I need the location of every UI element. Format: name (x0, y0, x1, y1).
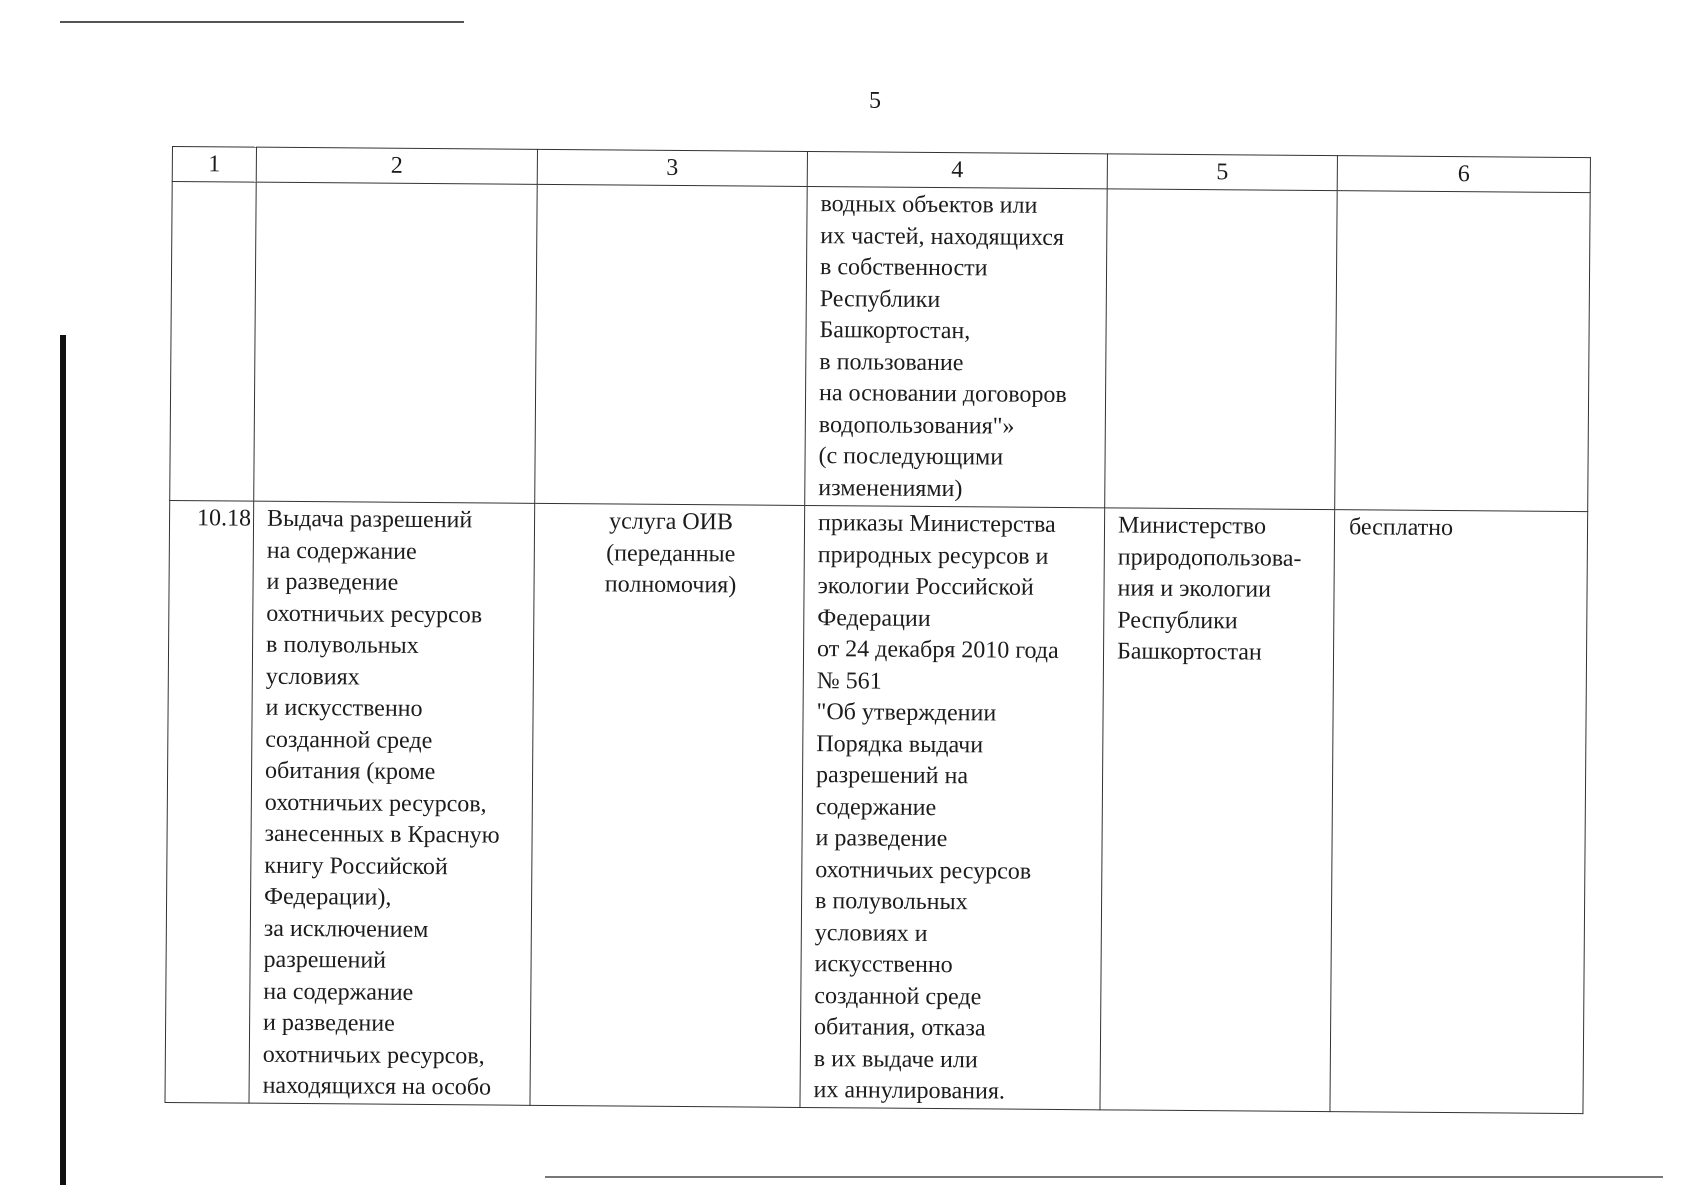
cell-line: и разведение (263, 1009, 395, 1037)
cell-line: условиях и (814, 919, 928, 947)
cell-line: находящихся на особо (262, 1072, 492, 1101)
cell-line: природопользова- (1117, 543, 1302, 572)
cell-line: в полувольных (265, 631, 419, 659)
cell-authority (1100, 508, 1335, 1111)
scan-top-line (60, 21, 464, 23)
cell-line: на содержание (263, 978, 414, 1006)
cell-line: изменениями) (818, 474, 963, 502)
cell-line: Федерации (817, 604, 931, 632)
cell-line: Порядка выдачи (816, 730, 984, 758)
cell-line: и искусственно (265, 694, 423, 722)
cell-line: их аннулирования. (813, 1077, 1006, 1105)
cell-line: разрешений (263, 946, 387, 974)
cell-service-type (530, 503, 805, 1107)
cell-line: в полувольных (814, 888, 968, 916)
cell-line: (с последующими (818, 443, 1004, 471)
cell-line: содержание (815, 793, 937, 821)
cell-line: экологии Российской (817, 573, 1034, 601)
cell-service-name (254, 182, 537, 503)
cell-authority (1105, 189, 1337, 510)
cell-service-name (249, 501, 535, 1105)
cell-line: условиях (265, 663, 360, 690)
header-col-4: 4 (807, 151, 1107, 188)
cell-line: охотничьих ресурсов, (262, 1041, 485, 1069)
cell-line: в их выдаче или (813, 1045, 978, 1073)
cell-line: природных ресурсов и (817, 541, 1049, 570)
cell-line: услуга ОИВ (609, 508, 734, 536)
cell-line: в пользование (819, 348, 964, 376)
cell-line: созданной среде (814, 982, 982, 1010)
cell-line: Башкортостан, (819, 317, 971, 345)
cell-line: охотничьих ресурсов (266, 600, 483, 628)
cell-legal-basis (805, 186, 1107, 507)
cell-line: водных объектов или (820, 191, 1038, 219)
cell-line: книгу Российской (264, 852, 448, 880)
cell-line: обитания, отказа (813, 1014, 986, 1042)
cell-line: Республики (819, 285, 941, 313)
scan-bottom-line (545, 1176, 1663, 1178)
services-table (164, 146, 1590, 1114)
header-col-1: 1 (172, 147, 256, 183)
cell-line: Министерство (1117, 512, 1267, 540)
cell-line: Федерации), (264, 883, 392, 911)
cell-line: обитания (кроме (264, 757, 436, 786)
cell-line: бесплатно (1348, 514, 1454, 542)
cell-line: занесенных в Красную (264, 820, 500, 849)
cell-line: Республики (1117, 606, 1238, 634)
scan-left-edge (60, 335, 66, 1185)
cell-line: от 24 декабря 2010 года (816, 636, 1059, 664)
cell-fee (1335, 191, 1590, 512)
cell-line: 10.18 (196, 505, 252, 532)
table-row-continuation (170, 182, 1590, 512)
cell-legal-basis (800, 505, 1105, 1109)
cell-line: на основании договоров (818, 380, 1067, 409)
cell-line: Башкортостан (1116, 638, 1262, 666)
cell-line: их частей, находящихся (820, 222, 1065, 251)
cell-line: искусственно (814, 951, 953, 979)
cell-service-type (535, 184, 807, 505)
cell-line: полномочия) (604, 571, 737, 599)
cell-line: разрешений на (815, 762, 969, 790)
table-row-10-18 (165, 500, 1588, 1113)
header-col-6: 6 (1337, 156, 1590, 193)
cell-line: за исключением (263, 915, 429, 943)
cell-number (170, 182, 257, 502)
cell-number (165, 500, 254, 1102)
header-col-5: 5 (1107, 154, 1337, 191)
cell-fee (1330, 510, 1588, 1113)
cell-line: (переданные (606, 539, 736, 567)
header-col-3: 3 (537, 149, 807, 186)
cell-line: Выдача разрешений (266, 505, 473, 534)
cell-line: приказы Министерства (817, 510, 1056, 538)
cell-line: на содержание (266, 537, 417, 565)
cell-line: охотничьих ресурсов, (264, 789, 487, 817)
cell-line: охотничьих ресурсов (815, 856, 1032, 885)
cell-line: водопользования"» (818, 411, 1015, 440)
cell-line: № 561 (816, 667, 882, 695)
cell-line: и разведение (815, 825, 948, 853)
page-number: 5 (869, 88, 881, 114)
cell-line: и разведение (266, 568, 399, 596)
cell-line: "Об утверждении (816, 699, 997, 727)
cell-line: созданной среде (265, 726, 433, 754)
cell-line: в собственности (819, 254, 988, 282)
cell-line: ния и экологии (1117, 575, 1272, 603)
header-col-2: 2 (256, 147, 537, 184)
